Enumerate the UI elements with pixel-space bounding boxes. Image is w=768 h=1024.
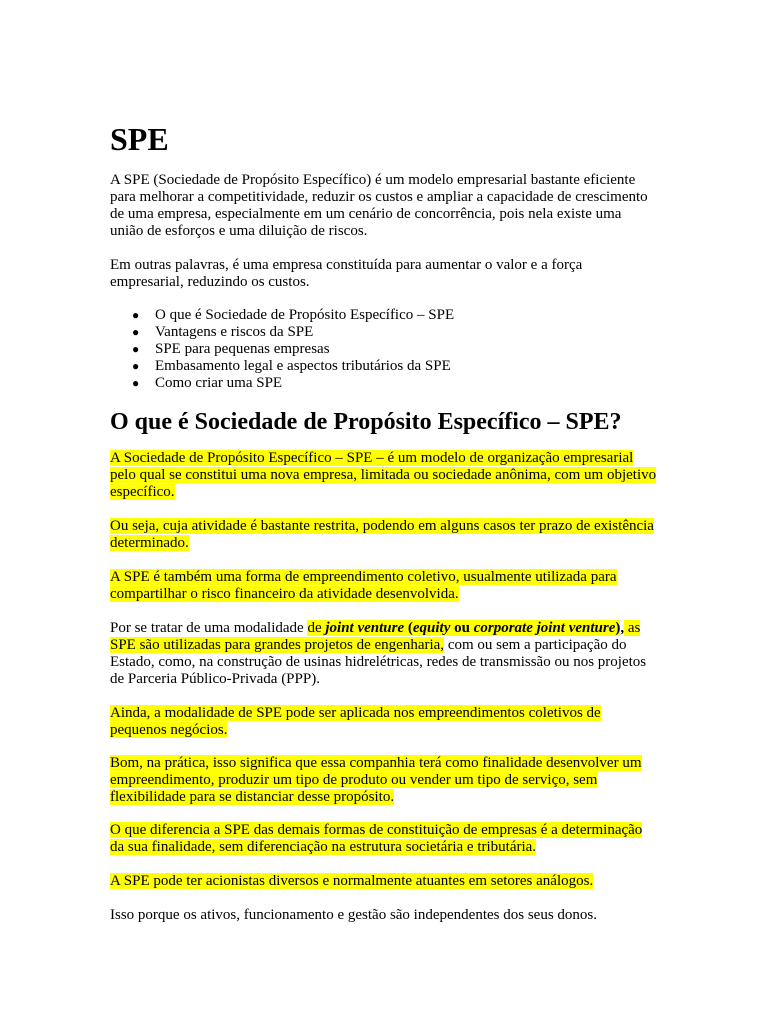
toc-item-what-is-spe[interactable]: ● O que é Sociedade de Propósito Específico – SPE <box>132 307 455 323</box>
highlighted-text: A SPE pode ter acionistas diversos e normalmente atuantes em setores análogos. <box>110 873 594 889</box>
highlighted-text: Ainda, a modalidade de SPE pode ser aplicada nos empreendimentos coletivos de pequenos negócios. <box>110 705 601 738</box>
section-paragraph-5 <box>110 705 658 739</box>
table-of-contents <box>110 307 454 392</box>
highlighted-text: as SPE são utilizadas para grandes projetos de engenharia, <box>110 620 641 653</box>
highlighted-text: O que diferencia a SPE das demais formas de constituição de empresas é a determinação da sua finalidade, sem diferenciação na estrutura societária e tributária. <box>110 822 643 855</box>
bullet-icon: ● <box>132 325 140 339</box>
section-paragraph-4: Por se tratar de uma modalidade de joint venture (equity ou corporate joint venture), as SPE são utilizadas para grandes projetos de engenharia, com ou sem a participação do Estado, como, na construção de usinas hidrelétricas, redes de transmissão ou nos projetos de Parceria Público-Privada (PPP). <box>110 620 647 687</box>
highlighted-text: Bom, na prática, isso significa que essa companhia terá como finalidade desenvolver um empreendimento, produzir um tipo de produto ou vender um tipo de serviço, sem flexibilidade para se distanciar desse propósito. <box>110 755 642 805</box>
highlighted-text: de joint venture (equity ou corporate joint venture) <box>307 620 621 636</box>
section-paragraph-3 <box>110 569 658 603</box>
toc-item-small-business[interactable]: ● SPE para pequenas empresas <box>132 341 330 357</box>
bullet-icon: ● <box>132 376 140 390</box>
intro-paragraph-2: Em outras palavras, é uma empresa constituída para aumentar o valor e a força empresarial, reduzindo os custos. <box>110 257 583 290</box>
section-paragraph-8 <box>110 873 658 890</box>
section-paragraph-1 <box>110 450 658 501</box>
toc-item-how-to-create[interactable]: ● Como criar uma SPE <box>132 375 283 391</box>
section-paragraph-9: Isso porque os ativos, funcionamento e gestão são independentes dos seus donos. <box>110 907 597 923</box>
intro-paragraph-1: A SPE (Sociedade de Propósito Específico) é um modelo empresarial bastante eficiente para melhorar a competitividade, reduzir os custos e ampliar a capacidade de crescimento de uma empresa, especialmente em um cenário de concorrência, pois nela existe uma união de esforços e uma diluição de riscos. <box>110 172 648 239</box>
section-paragraph-2 <box>110 518 658 552</box>
bullet-icon: ● <box>132 308 140 322</box>
document-title: SPE <box>110 121 169 157</box>
section-paragraph-6 <box>110 755 658 806</box>
section-heading: O que é Sociedade de Propósito Específico – SPE? <box>110 409 622 435</box>
highlighted-text: A Sociedade de Propósito Específico – SPE – é um modelo de organização empresarial pelo qual se constitui uma nova empresa, limitada ou sociedade anônima, com um objetivo específico. <box>110 450 657 500</box>
toc-item-legal-tax[interactable]: ● Embasamento legal e aspectos tributários da SPE <box>132 358 451 374</box>
highlighted-text: A SPE é também uma forma de empreendimento coletivo, usualmente utilizada para compartilhar o risco financeiro da atividade desenvolvida. <box>110 569 617 602</box>
bullet-icon: ● <box>132 359 140 373</box>
highlighted-text: Ou seja, cuja atividade é bastante restrita, podendo em alguns casos ter prazo de existência determinado. <box>110 518 654 551</box>
toc-item-advantages-risks[interactable]: ● Vantagens e riscos da SPE <box>132 324 314 340</box>
section-paragraph-7 <box>110 822 658 856</box>
bullet-icon: ● <box>132 342 140 356</box>
